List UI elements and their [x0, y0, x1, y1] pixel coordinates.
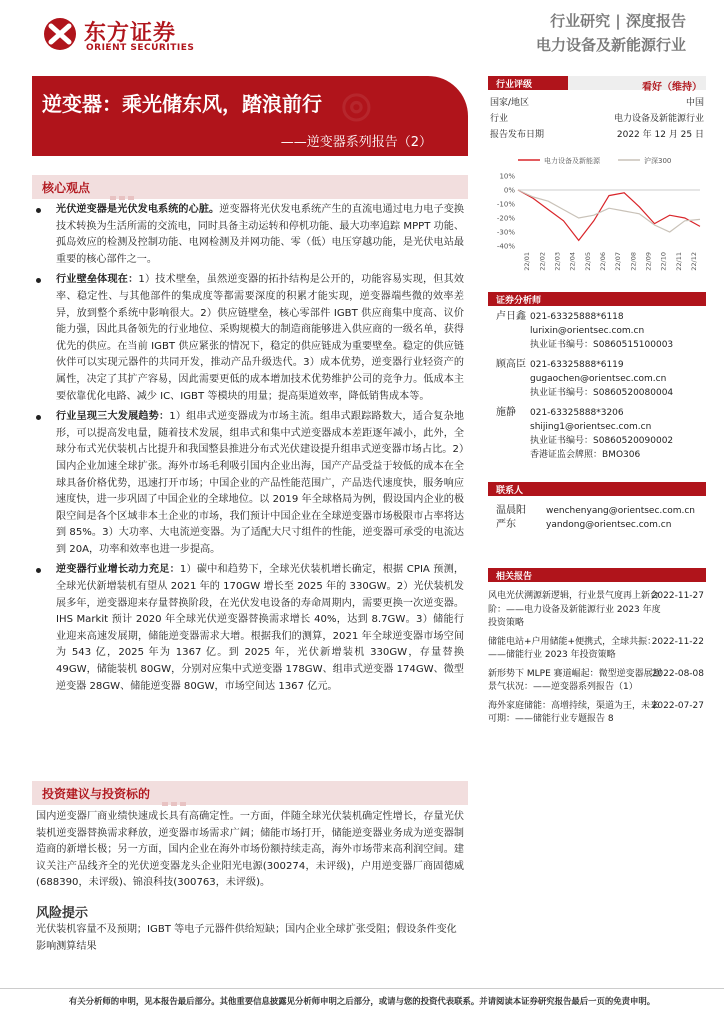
analysts-label: 证券分析师	[496, 296, 542, 306]
section-dots	[110, 185, 150, 189]
analyst-license: 香港证监会牌照：BMO306	[530, 450, 641, 460]
report-item[interactable]	[488, 700, 706, 727]
report-title: 逆变器：乘光储东风，踏浪前行	[42, 92, 322, 116]
analyst-cert: 执业证书编号：S0860520090002	[530, 436, 674, 446]
bullet-item	[36, 202, 464, 268]
legend-label: 电力设备及新能源	[544, 157, 600, 165]
analyst-email[interactable]: gugaochen@orientsec.com.cn	[530, 374, 667, 384]
info-value: 2022 年 12 月 25 日	[616, 130, 704, 140]
risk-body: 光伏装机容量不及预期；IGBT 等电子元器件供给短缺；国内企业全球扩张受阻；假设条件变化影响测算结果	[36, 924, 457, 952]
info-key: 国家/地区	[490, 98, 530, 108]
bullet-dot-icon	[36, 415, 41, 420]
report-subtitle: ——逆变器系列报告（2）	[280, 135, 432, 150]
bullet-text: 1）碳中和趋势下，全球光伏装机增长确定，根据 CPIA 预测，全球光伏新增装机有望从 2021 年的 170GW 增长至 2025 年的 330GW。2）光伏装机发展多年，逆变器迎来存量替换阶段，在光伏发电设备的寿命周期内，需要更换一次逆变器。IHS Markit 预计 2020 年全球光伏逆变器替换需求增长 40%，达到 8.7GW。3）储能行业迎来高速发展期，储能逆变器需求大增。根据我们的测算，2021 年全球逆变器市场空间为 543 亿，2025 年为 1367 亿。到 2025 年，光伏新增装机 330GW，存量替换 49GW，储能装机 80GW，分别对应集中式逆变器 178GW、组串式逆变器 174GW、微型逆变器 28GW、储能逆变器 80GW，市场空间达 1367 亿元。	[56, 564, 465, 692]
analyst-line	[488, 406, 706, 420]
report-item[interactable]	[488, 668, 706, 695]
series-line	[518, 190, 700, 240]
x-tick-label: 22/07	[614, 252, 623, 271]
x-tick-label: 22/01	[523, 252, 532, 271]
bullet-lead: 逆变器行业增长动力充足：	[56, 564, 180, 576]
industry-name: 电力设备及新能源行业	[535, 36, 686, 54]
footer-disclaimer: 有关分析师的申明，见本报告最后部分。其他重要信息披露见分析师申明之后部分，或请与您的投资代表联系。并请阅读本证券研究报告最后一页的免责申明。	[0, 988, 724, 1007]
y-tick-label: -30%	[496, 228, 515, 237]
x-tick-label: 22/02	[538, 252, 547, 271]
analyst-line[interactable]	[488, 324, 706, 338]
analyst-name: 卢日鑫	[496, 311, 526, 322]
section-header-investment	[32, 781, 468, 805]
company-logo	[40, 14, 210, 56]
contact-email[interactable]: yandong@orientsec.com.cn	[546, 520, 672, 530]
analysts-bar	[488, 292, 706, 306]
analyst-line	[488, 338, 706, 352]
analyst-email[interactable]: lurixin@orientsec.com.cn	[530, 326, 645, 336]
contact-email[interactable]: wenchenyang@orientsec.com.cn	[546, 506, 696, 516]
x-tick-label: 22/09	[644, 252, 653, 271]
info-value: 电力设备及新能源行业	[613, 114, 704, 124]
analyst-line	[488, 386, 706, 400]
bullet-text: 逆变器将光伏发电系统产生的直流电通过电力电子变换技术转换为生活所需的交流电，同时具备主动运转和停机功能、最大功率追踪 MPPT 功能、孤岛效应的检测及控制功能、电网检测及并网功能、零（低）电压穿越功能，是光伏电站最重要的核心部件之一。	[56, 204, 465, 265]
analyst-phone: 021-63325888*6119	[530, 360, 624, 370]
analyst-phone: 021-63325888*3206	[530, 408, 624, 418]
y-tick-label: 10%	[499, 172, 515, 181]
contact-name: 严东	[496, 519, 516, 530]
y-tick-label: -10%	[496, 200, 515, 209]
title-banner	[32, 76, 468, 156]
analyst-line	[488, 310, 706, 324]
bullet-item	[36, 272, 464, 405]
core-views-body	[36, 202, 464, 695]
y-tick-label: -20%	[496, 214, 515, 223]
analyst-line	[488, 448, 706, 462]
report-date: 2022-11-22	[651, 636, 704, 647]
bullet-text: 1）组串式逆变器成为市场主流。组串式跟踪路数大，适合复杂地形，可以提高发电量，随着技术发展，组串式和集中式逆变器成本差距逐年减小，此外，全球分布式光伏装机占比提升和我国整县推进分布式光伏建设提升组串式逆变器市场占比。2）国内企业加速全球扩张。海外市场毛利吸引国内企业出海，国产产品受益于较低的成本在全球具备价格优势，迅速打开市场；中国企业的产品性能范围广，产品迭代速度快，服务响应速度快，进一步巩固了中国企业的全球地位。以 2019 年全球格局为例，假设国内企业的极限空间是各个区域非本土企业的市场，我们预计中国企业在全球逆变器市场极限市占率将达到 85%。3）大功率、大电流逆变器。为了适配大尺寸组件的性能，逆变器可承受的电流达到 20A，功率和效率也进一步提高。	[56, 411, 464, 555]
section-title: 核心观点	[42, 181, 91, 195]
section-dots	[162, 791, 202, 795]
contact-list	[488, 504, 706, 532]
rating-value: 看好（维持）	[642, 82, 702, 93]
risk-heading: 风险提示	[36, 906, 89, 921]
info-key: 报告发布日期	[490, 130, 545, 140]
analyst-line[interactable]	[488, 372, 706, 386]
logo-cn: 东方证券	[84, 21, 177, 46]
report-item[interactable]	[488, 636, 706, 663]
report-title-link[interactable]: 新形势下 MLPE 赛道崛起：微型逆变器展望景气状况：——逆变器系列报告（1）	[488, 668, 662, 692]
report-date: 2022-11-27	[651, 591, 704, 601]
report-title-link[interactable]: 储能电站+户用储能+便携式，全球共振：——储能行业 2023 年投资策略	[488, 636, 657, 660]
bullet-lead: 行业壁垒体现在：	[56, 274, 139, 286]
info-key: 行业	[490, 114, 509, 124]
contacts-bar	[488, 482, 706, 496]
bullet-dot-icon	[36, 278, 41, 283]
x-tick-label: 22/06	[599, 252, 607, 271]
investment-body: 国内逆变器厂商业绩快速成长具有高确定性。一方面，伴随全球光伏装机确定性增长，存量光伏装机逆变器替换需求释放，逆变器市场需求广阔；储能市场打开，储能逆变器业务成为逆变器制造商的新增长极；另一方面，国内企业在海外市场份额持续走高，海外市场带来高利润空间。建议关注产品线齐全的光伏逆变器龙头企业阳光电源(300274，未评级)，户用逆变器厂商固德威(688390，未评级)、锦浪科技(300763，未评级)。	[36, 811, 464, 889]
x-tick-label: 22/12	[690, 252, 698, 271]
banner-decoration: ⌾	[342, 80, 371, 136]
bullet-dot-icon	[36, 208, 41, 213]
rating-label: 行业评级	[496, 80, 533, 90]
report-item[interactable]	[488, 590, 706, 631]
section-title: 投资建议与投资标的	[42, 787, 151, 801]
report-date: 2022-08-08	[651, 668, 704, 679]
analyst-list	[488, 310, 706, 462]
legend-label: 沪深300	[644, 157, 672, 165]
report-title-link[interactable]: 风电光伏溯源新逻辑，行业景气度再上新台阶：——电力设备及新能源行业 2023 年度投资策略	[488, 591, 661, 628]
contact-line[interactable]	[488, 518, 706, 532]
contacts-label: 联系人	[496, 486, 524, 496]
bullet-item	[36, 562, 464, 695]
x-tick-label: 22/08	[629, 252, 638, 271]
related-reports	[488, 590, 706, 732]
header-right	[536, 10, 686, 58]
reports-label: 相关报告	[496, 572, 533, 582]
analyst-name: 施静	[496, 407, 516, 418]
rating-bar	[488, 76, 706, 93]
report-type: 行业研究 | 深度报告	[550, 12, 686, 30]
logo-icon	[40, 16, 80, 52]
analyst-line	[488, 358, 706, 372]
reports-bar	[488, 568, 706, 582]
section-header-core-views	[32, 175, 468, 199]
x-tick-label: 22/04	[568, 252, 577, 271]
logo-en: ORIENT SECURITIES	[86, 43, 195, 53]
bullet-text: 1）技术壁垒，虽然逆变器的拓扑结构是公开的，功能容易实现，但其效率、稳定性、与其他部件的集成度等都需要深度的积累才能实现，逆变器端些微的效率差异，放到整个系统中影响很大。2）供应链壁垒，核心零部件 IGBT 供应商集中度高、议价能力强，因此具备领先的行业地位、采购规模大的制造商能够进入供应商的一级名单，获得优先的供应。在当前 IGBT 供应紧张的情况下，稳定的供应链成为重要壁垒。稳定的供应链伙伴可以实现元器件的共同开发，推动产品升级迭代。3）成本优势，逆变器行业轻资产的属性，决定了其扩产容易，因此需要更低的成本增加技术优势维护公司的竞争力。低成本主要依靠优化电路、减少 IC、IGBT 等模块的用量；提高渠道效率，降低销售成本等。	[56, 274, 464, 402]
analyst-cert: 执业证书编号：S0860520080004	[530, 388, 674, 398]
analyst-cert: 执业证书编号：S0860515100003	[530, 340, 674, 350]
analyst-phone: 021-63325888*6118	[530, 312, 624, 322]
x-tick-label: 22/10	[659, 252, 668, 271]
analyst-email[interactable]: shijing1@orientsec.com.cn	[530, 422, 652, 432]
x-tick-label: 22/11	[674, 252, 683, 271]
y-tick-label: 0%	[503, 186, 515, 195]
contact-line[interactable]	[488, 504, 706, 518]
contact-name: 温晨阳	[496, 505, 526, 516]
analyst-line	[488, 434, 706, 448]
analyst-name: 顾高臣	[496, 359, 526, 370]
analyst-line[interactable]	[488, 420, 706, 434]
performance-chart	[488, 150, 708, 282]
bullet-item	[36, 409, 464, 558]
bullet-dot-icon	[36, 568, 41, 573]
x-tick-label: 22/05	[583, 252, 592, 271]
report-date: 2022-07-27	[651, 700, 704, 711]
y-tick-label: -40%	[496, 242, 515, 251]
bullet-lead: 行业呈现三大发展趋势：	[56, 411, 170, 423]
bullet-lead: 光伏逆变器是光伏发电系统的心脏。	[56, 204, 220, 215]
info-value: 中国	[685, 98, 704, 108]
report-title-link[interactable]: 海外家庭储能：高增持续，渠道为王，未来可期：——储能行业专题报告 8	[488, 700, 660, 724]
x-tick-label: 22/03	[553, 252, 562, 271]
